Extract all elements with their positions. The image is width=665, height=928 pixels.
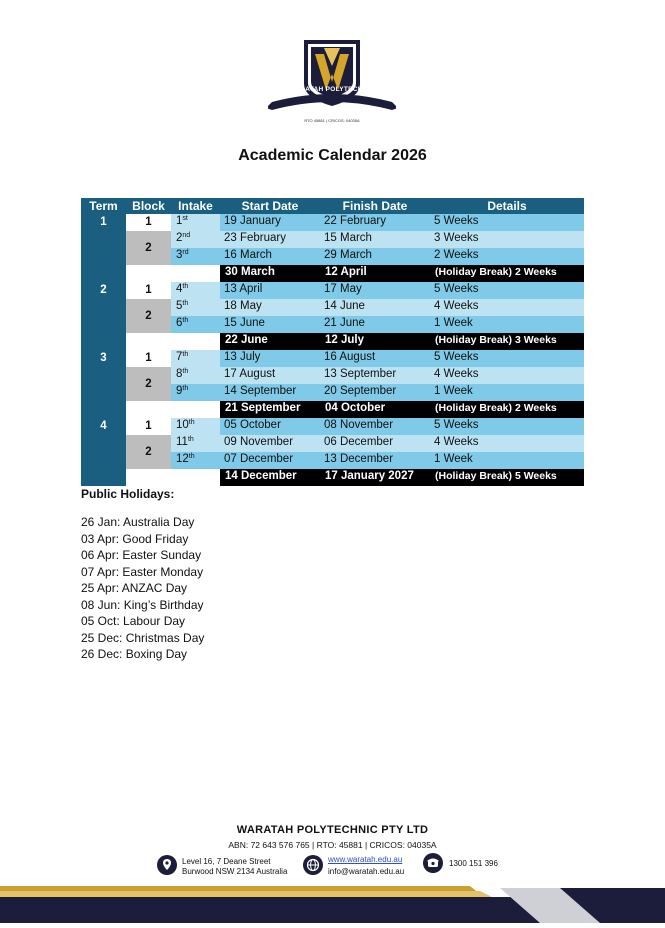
block-cell-empty (126, 469, 171, 486)
public-holiday-item: 05 Oct: Labour Day (81, 614, 186, 628)
intake-cell (171, 384, 220, 401)
public-holiday-item: 08 Jun: King’s Birthday (81, 597, 204, 612)
column-header-block: Block (126, 198, 171, 214)
intake-number: 11 (176, 436, 188, 448)
details-cell: 5 Weeks (430, 350, 584, 367)
intake-ordinal: st (182, 215, 188, 222)
start-date-cell: 15 June (220, 316, 320, 333)
intake-number: 8 (176, 368, 183, 380)
intake-ordinal: th (188, 419, 195, 426)
block-cell-empty (126, 401, 171, 418)
details-cell: 4 Weeks (430, 299, 584, 316)
break-finish-date-cell: 12 April (320, 265, 430, 282)
break-details-cell: (Holiday Break) 5 Weeks (430, 469, 584, 486)
block-cell: 2 (126, 435, 171, 469)
intake-number: 3 (176, 249, 183, 261)
term-cell: 2 (81, 282, 126, 350)
details-cell: 4 Weeks (430, 367, 584, 384)
intake-cell (171, 214, 220, 231)
break-details-cell: (Holiday Break) 3 Weeks (430, 333, 584, 350)
footer-address-line1: Level 16, 7 Deane Street (182, 857, 271, 866)
finish-date-cell: 20 September (320, 384, 430, 401)
break-details-cell: (Holiday Break) 2 Weeks (430, 265, 584, 282)
start-date-cell: 17 August (220, 367, 320, 384)
logo-banner-text: WARATAH POLYTECHNIC (289, 86, 375, 93)
block-cell: 1 (126, 214, 171, 231)
intake-ordinal: th (182, 385, 189, 392)
intake-number: 9 (176, 385, 183, 397)
footer-registration-ids: ABN: 72 643 576 765 | RTO: 45881 | CRICOS: 04035A (228, 840, 437, 850)
start-date-cell: 09 November (220, 435, 320, 452)
finish-date-cell: 15 March (320, 231, 430, 248)
column-header-intake: Intake (171, 198, 220, 214)
footer-email[interactable]: info@waratah.edu.au (328, 867, 405, 876)
break-start-date-cell: 21 September (220, 401, 320, 418)
intake-cell-empty (171, 333, 220, 350)
break-start-date-cell: 30 March (220, 265, 320, 282)
column-header-term: Term (81, 198, 126, 214)
start-date-cell: 07 December (220, 452, 320, 469)
footer-website-link[interactable]: www.waratah.edu.au (328, 855, 403, 864)
block-cell: 1 (126, 282, 171, 299)
intake-cell (171, 299, 220, 316)
column-header-details: Details (430, 198, 584, 214)
public-holiday-item: 06 Apr: Easter Sunday (81, 548, 202, 562)
details-cell: 1 Week (430, 452, 584, 469)
finish-date-cell: 22 February (320, 214, 430, 231)
start-date-cell: 16 March (220, 248, 320, 265)
footer-decorative-band (0, 880, 665, 923)
footer-address-line2: Burwood NSW 2134 Australia (182, 867, 288, 876)
intake-number: 2 (176, 232, 183, 244)
term-cell: 4 (81, 418, 126, 486)
footer-phone: 1300 151 396 (449, 859, 498, 868)
intake-number: 1 (176, 215, 183, 227)
break-finish-date-cell: 12 July (320, 333, 430, 350)
intake-ordinal: th (182, 300, 189, 307)
details-cell: 2 Weeks (430, 248, 584, 265)
details-cell: 5 Weeks (430, 418, 584, 435)
intake-number: 6 (176, 317, 183, 329)
academic-calendar-table (81, 198, 584, 486)
waratah-logo (268, 36, 396, 128)
public-holiday-item: 25 Dec: Christmas Day (81, 630, 205, 645)
details-cell: 5 Weeks (430, 282, 584, 299)
intake-cell (171, 367, 220, 384)
location-pin-icon (157, 855, 177, 875)
intake-ordinal: th (182, 351, 189, 358)
intake-cell-empty (171, 401, 220, 418)
finish-date-cell: 14 June (320, 299, 430, 316)
finish-date-cell: 13 December (320, 452, 430, 469)
details-cell: 3 Weeks (430, 231, 584, 248)
public-holiday-item: 26 Jan: Australia Day (81, 515, 195, 529)
start-date-cell: 05 October (220, 418, 320, 435)
public-holiday-item: 03 Apr: Good Friday (81, 531, 189, 546)
intake-ordinal: th (188, 453, 195, 460)
finish-date-cell: 08 November (320, 418, 430, 435)
start-date-cell: 13 July (220, 350, 320, 367)
break-finish-date-cell: 17 January 2027 (320, 469, 430, 486)
start-date-cell: 14 September (220, 384, 320, 401)
break-start-date-cell: 22 June (220, 333, 320, 350)
intake-cell (171, 452, 220, 469)
globe-icon (303, 855, 323, 875)
break-finish-date-cell: 04 October (320, 401, 430, 418)
public-holiday-item: 07 Apr: Easter Monday (81, 564, 204, 579)
finish-date-cell: 16 August (320, 350, 430, 367)
intake-number: 5 (176, 300, 183, 312)
details-cell: 1 Week (430, 384, 584, 401)
logo-registration: RTO 45881 | CRICOS: 04035A (304, 118, 360, 123)
column-header-start-date: Start Date (220, 198, 320, 214)
intake-ordinal: th (182, 368, 189, 375)
details-cell: 1 Week (430, 316, 584, 333)
term-cell: 1 (81, 214, 126, 282)
break-details-cell: (Holiday Break) 2 Weeks (430, 401, 584, 418)
finish-date-cell: 21 June (320, 316, 430, 333)
footer-company-name: WARATAH POLYTECHNIC PTY LTD (236, 824, 429, 836)
intake-cell (171, 248, 220, 265)
public-holiday-item: 25 Apr: ANZAC Day (81, 581, 188, 595)
start-date-cell: 23 February (220, 231, 320, 248)
intake-cell (171, 282, 220, 299)
intake-ordinal: th (182, 317, 189, 324)
finish-date-cell: 17 May (320, 282, 430, 299)
public-holiday-item: 26 Dec: Boxing Day (81, 647, 188, 661)
block-cell: 2 (126, 367, 171, 401)
intake-cell-empty (171, 265, 220, 282)
intake-cell (171, 418, 220, 435)
details-cell: 5 Weeks (430, 214, 584, 231)
intake-ordinal: nd (182, 232, 191, 239)
intake-ordinal: th (182, 283, 189, 290)
intake-number: 10 (176, 419, 189, 431)
intake-cell (171, 316, 220, 333)
block-cell-empty (126, 265, 171, 282)
block-cell-empty (126, 333, 171, 350)
intake-cell (171, 435, 220, 452)
phone-icon (423, 853, 443, 873)
finish-date-cell: 06 December (320, 435, 430, 452)
column-header-finish-date: Finish Date (320, 198, 430, 214)
block-cell: 1 (126, 350, 171, 367)
start-date-cell: 19 January (220, 214, 320, 231)
intake-ordinal: th (187, 436, 194, 443)
public-holidays-list (81, 514, 204, 663)
finish-date-cell: 29 March (320, 248, 430, 265)
page-title: Academic Calendar 2026 (238, 147, 427, 164)
intake-number: 4 (176, 283, 183, 295)
term-cell: 3 (81, 350, 126, 418)
intake-number: 7 (176, 351, 183, 363)
intake-cell (171, 231, 220, 248)
public-holidays-title: Public Holidays: (81, 487, 175, 501)
details-cell: 4 Weeks (430, 435, 584, 452)
block-cell: 2 (126, 299, 171, 333)
intake-cell (171, 350, 220, 367)
intake-cell-empty (171, 469, 220, 486)
start-date-cell: 13 April (220, 282, 320, 299)
intake-number: 12 (176, 453, 189, 465)
break-start-date-cell: 14 December (220, 469, 320, 486)
intake-ordinal: rd (182, 249, 189, 256)
block-cell: 2 (126, 231, 171, 265)
start-date-cell: 18 May (220, 299, 320, 316)
block-cell: 1 (126, 418, 171, 435)
finish-date-cell: 13 September (320, 367, 430, 384)
